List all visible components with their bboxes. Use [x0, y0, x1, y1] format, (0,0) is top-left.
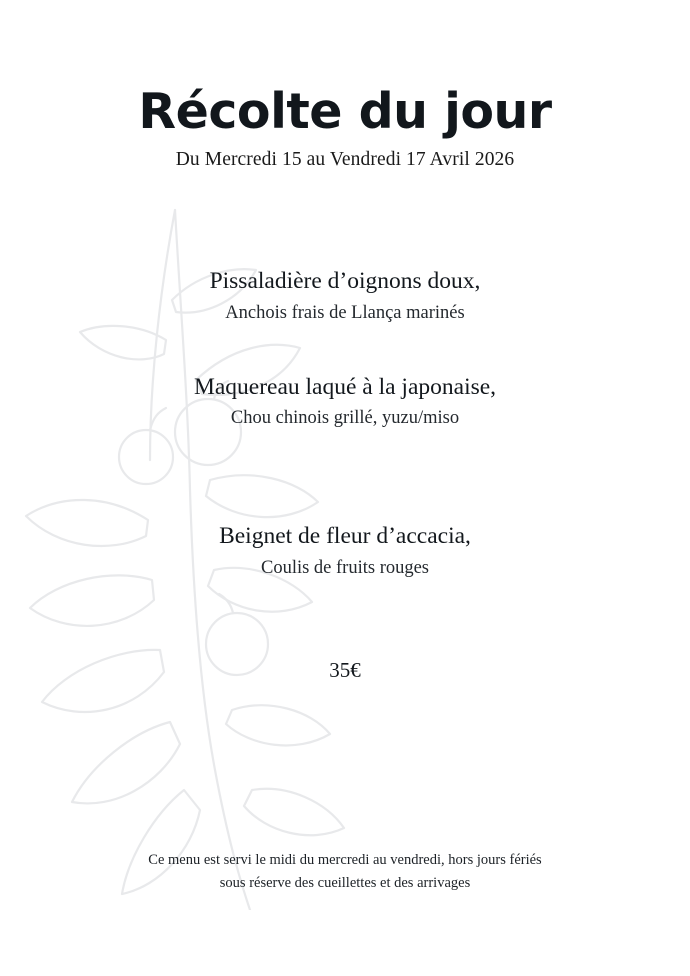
course-spacer	[0, 478, 690, 522]
course-name: Maquereau laqué à la japonaise,	[193, 373, 497, 400]
menu-date-range: Du Mercredi 15 au Vendredi 17 Avril 2026	[175, 149, 515, 171]
course-item-dessert	[0, 522, 690, 579]
course-description: Anchois frais de Llança marinés	[225, 302, 465, 323]
menu-footnote	[0, 849, 690, 894]
course-item-starter	[0, 267, 690, 324]
course-name: Pissaladière d’oignons doux,	[209, 268, 481, 295]
menu-header	[0, 0, 690, 171]
course-description: Chou chinois grillé, yuzu/miso	[230, 408, 460, 429]
course-item-main	[0, 373, 690, 430]
page-title: Récolte du jour	[138, 83, 552, 140]
menu-price: 35€	[329, 657, 361, 682]
footnote-line-2: sous réserve des cueillettes et des arrivages	[219, 874, 471, 891]
course-list	[0, 267, 690, 579]
course-name: Beignet de fleur d’accacia,	[219, 523, 471, 550]
footnote-line-1: Ce menu est servi le midi du mercredi au vendredi, hors jours fériés	[148, 852, 542, 869]
course-description: Coulis de fruits rouges	[260, 557, 430, 578]
